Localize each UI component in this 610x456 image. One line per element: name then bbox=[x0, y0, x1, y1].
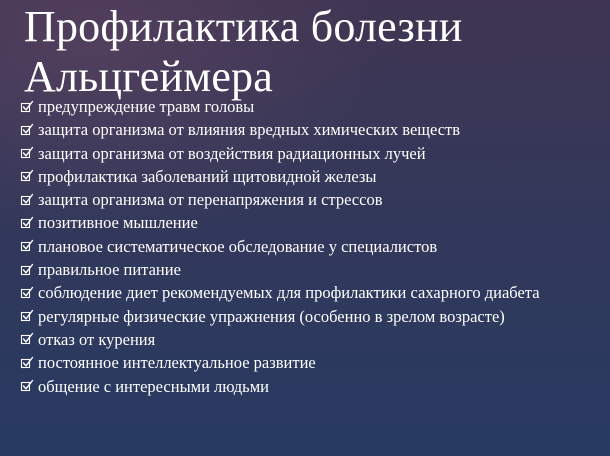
list-item-text: постоянное интеллектуальное развитие bbox=[38, 353, 316, 373]
list-item bbox=[20, 213, 580, 232]
checkbox-check-icon bbox=[20, 330, 38, 349]
list-item-text: правильное питание bbox=[38, 260, 181, 280]
list-item bbox=[20, 307, 580, 326]
list-item-text: профилактика заболеваний щитовидной железы bbox=[38, 166, 377, 186]
list-item bbox=[20, 97, 580, 116]
list-item bbox=[20, 190, 580, 209]
list-item-text: защита организма от влияния вредных химических веществ bbox=[38, 120, 461, 140]
checkbox-check-icon bbox=[20, 377, 38, 396]
checkbox-check-icon bbox=[20, 283, 38, 302]
checkbox-check-icon bbox=[20, 190, 38, 209]
list-item bbox=[20, 377, 580, 396]
list-item-text: защита организма от воздействия радиационных лучей bbox=[38, 143, 426, 163]
checkbox-check-icon bbox=[20, 213, 38, 232]
slide-title-line-1: Профилактика болезни bbox=[24, 2, 463, 51]
list-item-text: позитивное мышление bbox=[38, 213, 198, 233]
list-item-text: регулярные физические упражнения (особенно в зрелом возрасте) bbox=[38, 306, 505, 326]
checkbox-check-icon bbox=[20, 353, 38, 372]
bullet-list bbox=[20, 97, 580, 400]
checkbox-check-icon bbox=[20, 167, 38, 186]
list-item bbox=[20, 237, 580, 256]
checkbox-check-icon bbox=[20, 260, 38, 279]
checkbox-check-icon bbox=[20, 307, 38, 326]
list-item bbox=[20, 283, 580, 302]
list-item-text: плановое систематическое обследование у специалистов bbox=[38, 236, 438, 256]
checkbox-check-icon bbox=[20, 120, 38, 139]
list-item bbox=[20, 167, 580, 186]
slide-title-line-2: Альцгеймера bbox=[24, 52, 273, 101]
list-item-text: соблюдение диет рекомендуемых для профилактики сахарного диабета bbox=[38, 283, 540, 303]
list-item-text: защита организма от перенапряжения и стрессов bbox=[38, 190, 383, 210]
list-item-text: предупреждение травм головы bbox=[38, 97, 255, 116]
list-item-text: общение с интересными людьми bbox=[38, 376, 269, 396]
list-item bbox=[20, 353, 580, 372]
slide-title bbox=[24, 2, 462, 102]
checkbox-check-icon bbox=[20, 144, 38, 163]
checkbox-check-icon bbox=[20, 97, 38, 116]
list-item bbox=[20, 144, 580, 163]
list-item bbox=[20, 330, 580, 349]
list-item-text: отказ от курения bbox=[38, 329, 156, 349]
list-item bbox=[20, 120, 580, 139]
checkbox-check-icon bbox=[20, 237, 38, 256]
list-item bbox=[20, 260, 580, 279]
